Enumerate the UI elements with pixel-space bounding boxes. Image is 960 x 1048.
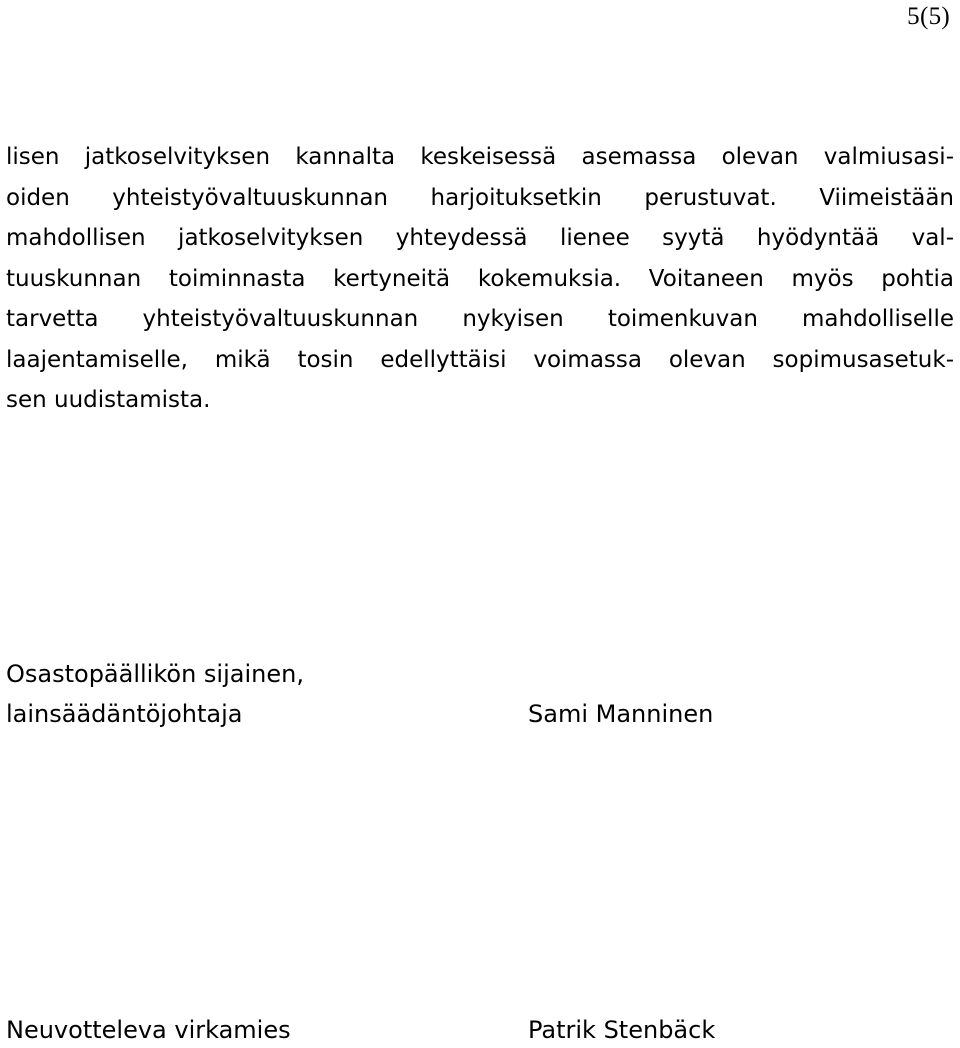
body-paragraph: [6, 137, 954, 421]
paragraph-line: mahdollisen jatkoselvityksen yhteydessä lienee syytä hyödyntää val-: [6, 225, 954, 251]
paragraph-line: tarvetta yhteistyövaltuuskunnan nykyisen toimenkuvan mahdolliselle: [6, 306, 954, 332]
paragraph-line: sen uudistamista.: [6, 387, 211, 413]
paragraph-line: lisen jatkoselvityksen kannalta keskeisessä asemassa olevan valmiusasi-: [6, 144, 954, 170]
paragraph-line: laajentamiselle, mikä tosin edellyttäisi voimassa olevan sopimusasetuk-: [6, 346, 954, 373]
page-number: 5(5): [907, 3, 950, 30]
presenter-name: Patrik Stenbäck: [528, 1016, 716, 1044]
presenter-title: Neuvotteleva virkamies: [6, 1016, 291, 1044]
paragraph-line: tuuskunnan toiminnasta kertyneitä kokemuksia. Voitaneen myös pohtia: [6, 265, 954, 292]
signatory-name: Sami Manninen: [528, 700, 714, 728]
paragraph-line: oiden yhteistyövaltuuskunnan harjoituksetkin perustuvat. Viimeistään: [6, 184, 954, 211]
signatory-title-line-2: lainsäädäntöjohtaja: [6, 700, 243, 728]
signatory-title-line-1: Osastopäällikön sijainen,: [6, 660, 304, 688]
